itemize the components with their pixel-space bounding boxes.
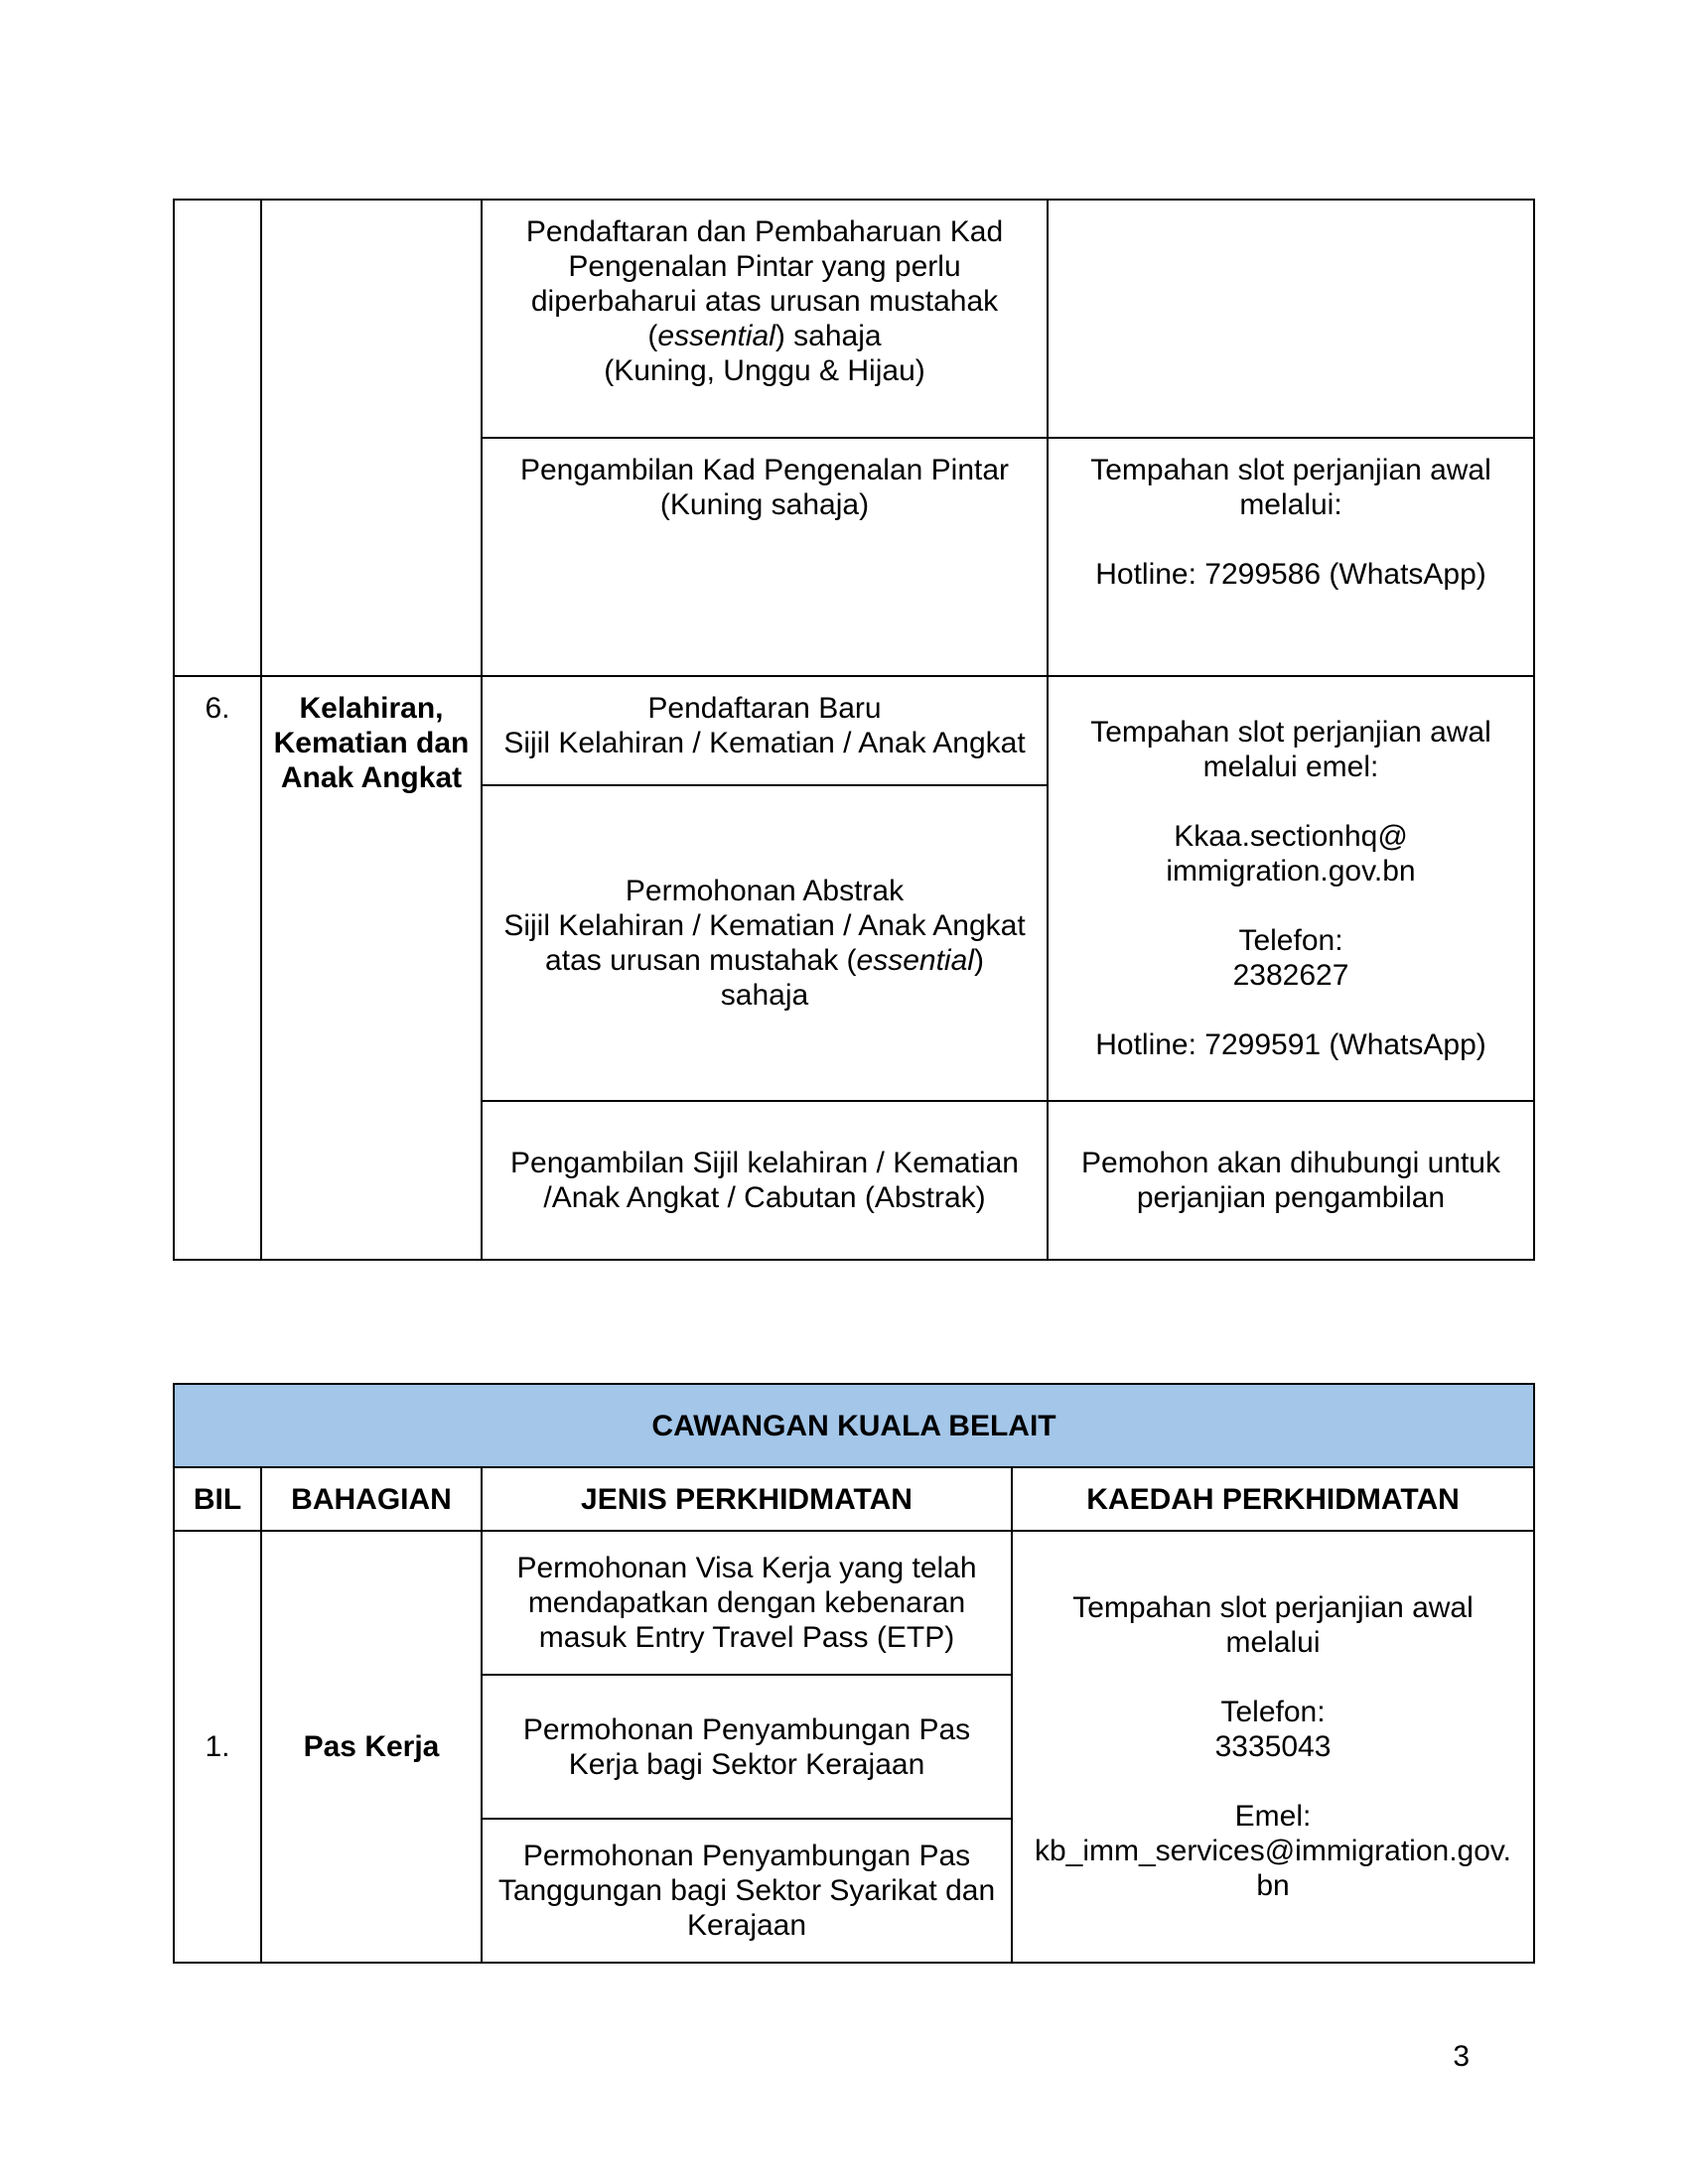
jenis-cell-kad-pengenalan-pengambilan: Pengambilan Kad Pengenalan Pintar (Kuning sahaja): [482, 438, 1048, 676]
page-number: 3: [1453, 2040, 1470, 2073]
header-kaedah: KAEDAH PERKHIDMATAN: [1012, 1467, 1534, 1531]
jenis-cell-kad-pengenalan-pendaftaran: [482, 200, 1048, 438]
jenis-cell-visa-kerja: Permohonan Visa Kerja yang telah mendapatkan dengan kebenaran masuk Entry Travel Pass (ETP): [482, 1531, 1012, 1675]
bil-cell: 6.: [174, 676, 261, 1260]
kaedah-cell-pemohon: Pemohon akan dihubungi untuk perjanjian pengambilan: [1048, 1101, 1534, 1260]
jenis-text-end: ) sahaja: [720, 944, 984, 1012]
bil-cell: 1.: [174, 1531, 261, 1963]
header-bahagian: BAHAGIAN: [261, 1467, 482, 1531]
jenis-cell-pas-tanggungan: Permohonan Penyambungan Pas Tanggungan bagi Sektor Syarikat dan Kerajaan: [482, 1819, 1012, 1963]
jenis-cell-pengambilan-sijil: Pengambilan Sijil kelahiran / Kematian /Anak Angkat / Cabutan (Abstrak): [482, 1101, 1048, 1260]
jenis-text-end: ) sahaja: [774, 320, 882, 352]
header-bil: BIL: [174, 1467, 261, 1531]
bil-cell-empty: [174, 200, 261, 676]
header-jenis: JENIS PERKHIDMATAN: [482, 1467, 1012, 1531]
kaedah-cell-empty: [1048, 200, 1534, 438]
essential-italic: essential: [856, 944, 974, 977]
bahagian-cell: Kelahiran, Kematian dan Anak Angkat: [261, 676, 482, 1260]
essential-italic: essential: [657, 320, 775, 352]
services-table-continuation: [173, 199, 1535, 1261]
kaedah-cell: Tempahan slot perjanjian awal melalui Telefon: 3335043 Emel: kb_imm_services@immigration.gov. bn: [1012, 1531, 1534, 1963]
jenis-cell-permohonan-abstrak: [482, 785, 1048, 1101]
cawangan-kuala-belait-table: [173, 1383, 1535, 1964]
jenis-text: Permohonan Abstrak Sijil Kelahiran / Kematian / Anak Angkat atas urusan mustahak (: [503, 875, 1026, 977]
bahagian-cell: Pas Kerja: [261, 1531, 482, 1963]
kaedah-cell-hotline: Tempahan slot perjanjian awal melalui: Hotline: 7299586 (WhatsApp): [1048, 438, 1534, 676]
jenis-colors: (Kuning, Unggu & Hijau): [604, 354, 925, 387]
table-title: CAWANGAN KUALA BELAIT: [174, 1384, 1534, 1467]
kaedah-cell-emel: Tempahan slot perjanjian awal melalui emel: Kkaa.sectionhq@ immigration.gov.bn Telefon: 2382627 Hotline: 7299591 (WhatsApp): [1048, 676, 1534, 1101]
jenis-cell-pendaftaran-baru: Pendaftaran Baru Sijil Kelahiran / Kematian / Anak Angkat: [482, 676, 1048, 785]
bahagian-cell-empty: [261, 200, 482, 676]
jenis-text: Pendaftaran dan Pembaharuan Kad Pengenalan Pintar yang perlu diperbaharui atas urusan mustahak (: [525, 215, 1004, 352]
jenis-cell-pas-kerja: Permohonan Penyambungan Pas Kerja bagi Sektor Kerajaan: [482, 1675, 1012, 1819]
